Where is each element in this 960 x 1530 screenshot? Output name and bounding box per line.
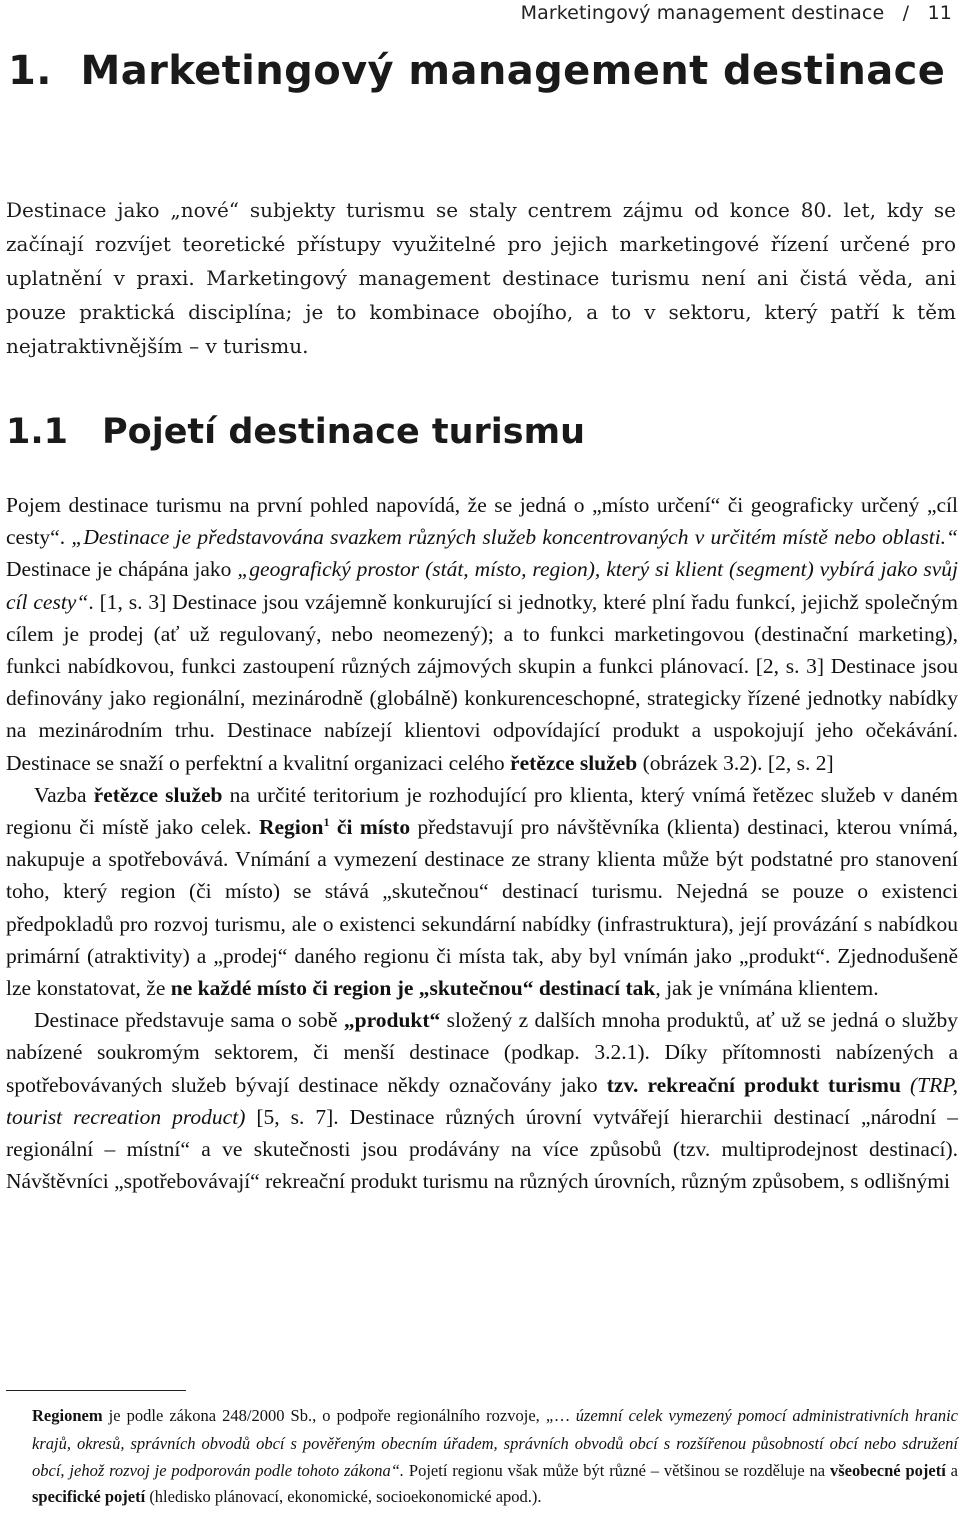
p3-text-c: složený z dalších mnoha produktů, ať už se jedná o služby nabízené soukromým sektorem, či menší destinace (podkap. 3.2.1). Díky přítomnosti nabízených a spotřebovávaných služeb bývají destinace někdy označovány jako	[6, 1008, 959, 1097]
footnote-term-specific: specifické pojetí	[32, 1487, 146, 1507]
page-number: 11	[927, 2, 952, 24]
p3-text-a: Destinace představuje sama o sobě	[34, 1008, 344, 1033]
footnote-rule	[6, 1390, 186, 1391]
chapter-title: Marketingový management destinace	[80, 48, 946, 94]
footnote-text-b: je podle zákona 248/2000 Sb., o podpoře regionálního rozvoje,	[102, 1406, 546, 1425]
p2-region-word: Region	[258, 815, 324, 840]
paragraph-1	[6, 489, 958, 779]
section-number: 1.1	[6, 412, 69, 452]
section-title: Pojetí destinace turismu	[102, 412, 586, 452]
p2-region-rest: či místo	[329, 815, 411, 840]
p1-text-g: (obrázek 3.2). [2, s. 2]	[637, 750, 834, 775]
header-separator: /	[890, 2, 922, 24]
p1-text-a: Pojem destinace turismu na první pohled napovídá, že se jedná o „místo určení“ či geograficky určený „cíl cesty“.	[6, 493, 958, 550]
footnote-text-f: a	[945, 1460, 958, 1480]
footnote-text-h: (hledisko plánovací, ekonomické, socioekonomické apod.).	[145, 1487, 542, 1507]
footnote-term-regionem: Regionem	[32, 1406, 103, 1425]
footnote-body	[6, 1403, 958, 1511]
chapter-heading	[8, 48, 945, 94]
footnote	[6, 1403, 958, 1511]
body-text	[6, 489, 958, 1197]
paragraph-2	[6, 779, 958, 1004]
p2-text-a: Vazba	[34, 782, 94, 807]
chapter-intro: Destinace jako „nové“ subjekty turismu se staly centrem zájmu od konce 80. let, kdy se začínají rozvíjet teoretické přístupy využitelné pro jejich marketingové řízení určené pro uplatnění v praxi. Marketingový management destinace turismu není ani čistá věda, ani pouze praktická disciplína; je to kombinace obojího, a to v sektoru, který patří k těm nejatraktivnějším – v turismu.	[6, 198, 956, 358]
footnote-quote: „… územní celek vymezený pomocí administrativních hranic krajů, okresů, správních obvodů obcí s pověřeným obecním úřadem, správních obvodů obcí s rozšířenou působností obcí nebo sdružení obcí, jehož rozvoj je podporován podle tohoto zákona“.	[32, 1406, 958, 1480]
p2-term-region	[259, 815, 410, 839]
chapter-number: 1.	[8, 48, 52, 94]
running-title: Marketingový management destinace	[520, 2, 885, 24]
running-header	[521, 2, 952, 24]
footnote-text-d: Pojetí regionu však může být různé – většinou se rozděluje na	[404, 1460, 831, 1480]
p1-term-service-chain: řetězce služeb	[510, 750, 638, 775]
p2-emphasis: ne každé místo či region je „skutečnou“ destinací tak	[170, 976, 656, 1001]
section-heading	[6, 412, 585, 452]
footnote-number	[6, 1404, 32, 1431]
p3-text-e	[901, 1073, 910, 1097]
p1-text-c: Destinace je chápána jako	[6, 557, 238, 582]
p2-text-c: na určité teritorium je rozhodující pro klienta, který vnímá řetězec služeb v daném regionu či místě jako celek.	[6, 782, 958, 840]
p3-text-g: [5, s. 7]. Destinace různých úrovní vytvářejí hierarchii destinací „národní – regionální – místní“ a ve skutečnosti jsou prodávány na více způsobů (tzv. multiprodejnost destinací). Návštěvníci „spotřebovávají“ rekreační produkt turismu na různých úrovních, různým způsobem, s odlišnými	[6, 1104, 958, 1194]
paragraph-3	[6, 1004, 958, 1197]
p1-text-e: . [1, s. 3] Destinace jsou vzájemně konkurující si jednotky, které plní řadu funkcí, jejichž společným cílem je prodej (ať už regulovaný, nebo neomezený); a to funkci marketingovou (destinační marketing), funkci nabídkovou, funkci zastoupení různých zájmových skupin a funkci plánovací. [2, s. 3] Destinace jsou definovány jako regionální, mezinárodně (globálně) konkurenceschopné, strategicky řízené jednotky nabídky na mezinárodním trhu. Destinace nabízejí klientovi odpovídající produkt a uspokojují jeho očekávání. Destinace se snaží o perfektní a kvalitní organizaci celého	[6, 589, 958, 775]
footnote-term-general: všeobecné pojetí	[830, 1460, 946, 1480]
p3-term-product: „produkt“	[343, 1008, 441, 1033]
p3-trp-english: (TRP, tourist recreation product)	[6, 1072, 958, 1129]
p1-quote-2: „geografický prostor (stát, místo, region), který si klient (segment) vybírá jako svůj cíl cesty“	[6, 557, 958, 614]
footnote-ref: 1	[323, 815, 330, 830]
p3-term-trp: tzv. rekreační produkt turismu	[606, 1072, 901, 1097]
p2-term-service-chain: řetězce služeb	[93, 782, 223, 807]
p2-text-f: představují pro návštěvníka (klienta) destinaci, kterou vnímá, nakupuje a spotřebovává. Vnímání a vymezení destinace ze strany klienta může být podstatné pro stanovení toho, který region (či místo) se stává „skutečnou“ destinací turismu. Nejedná se pouze o existenci předpokladů pro rozvoj turismu, ale o existenci sekundární nabídky (infrastruktura), její provázání s nabídkou primární (atraktivity) a „prodej“ daného regionu či místa tak, aby byl vnímán jako „produkt“. Zjednodušeně lze konstatovat, že	[6, 815, 958, 1001]
p2-text-h: , jak je vnímána klientem.	[655, 976, 879, 1001]
p1-quote-1: „Destinace je představována svazkem různých služeb koncentrovaných v určitém místě nebo oblasti.“	[71, 525, 958, 550]
